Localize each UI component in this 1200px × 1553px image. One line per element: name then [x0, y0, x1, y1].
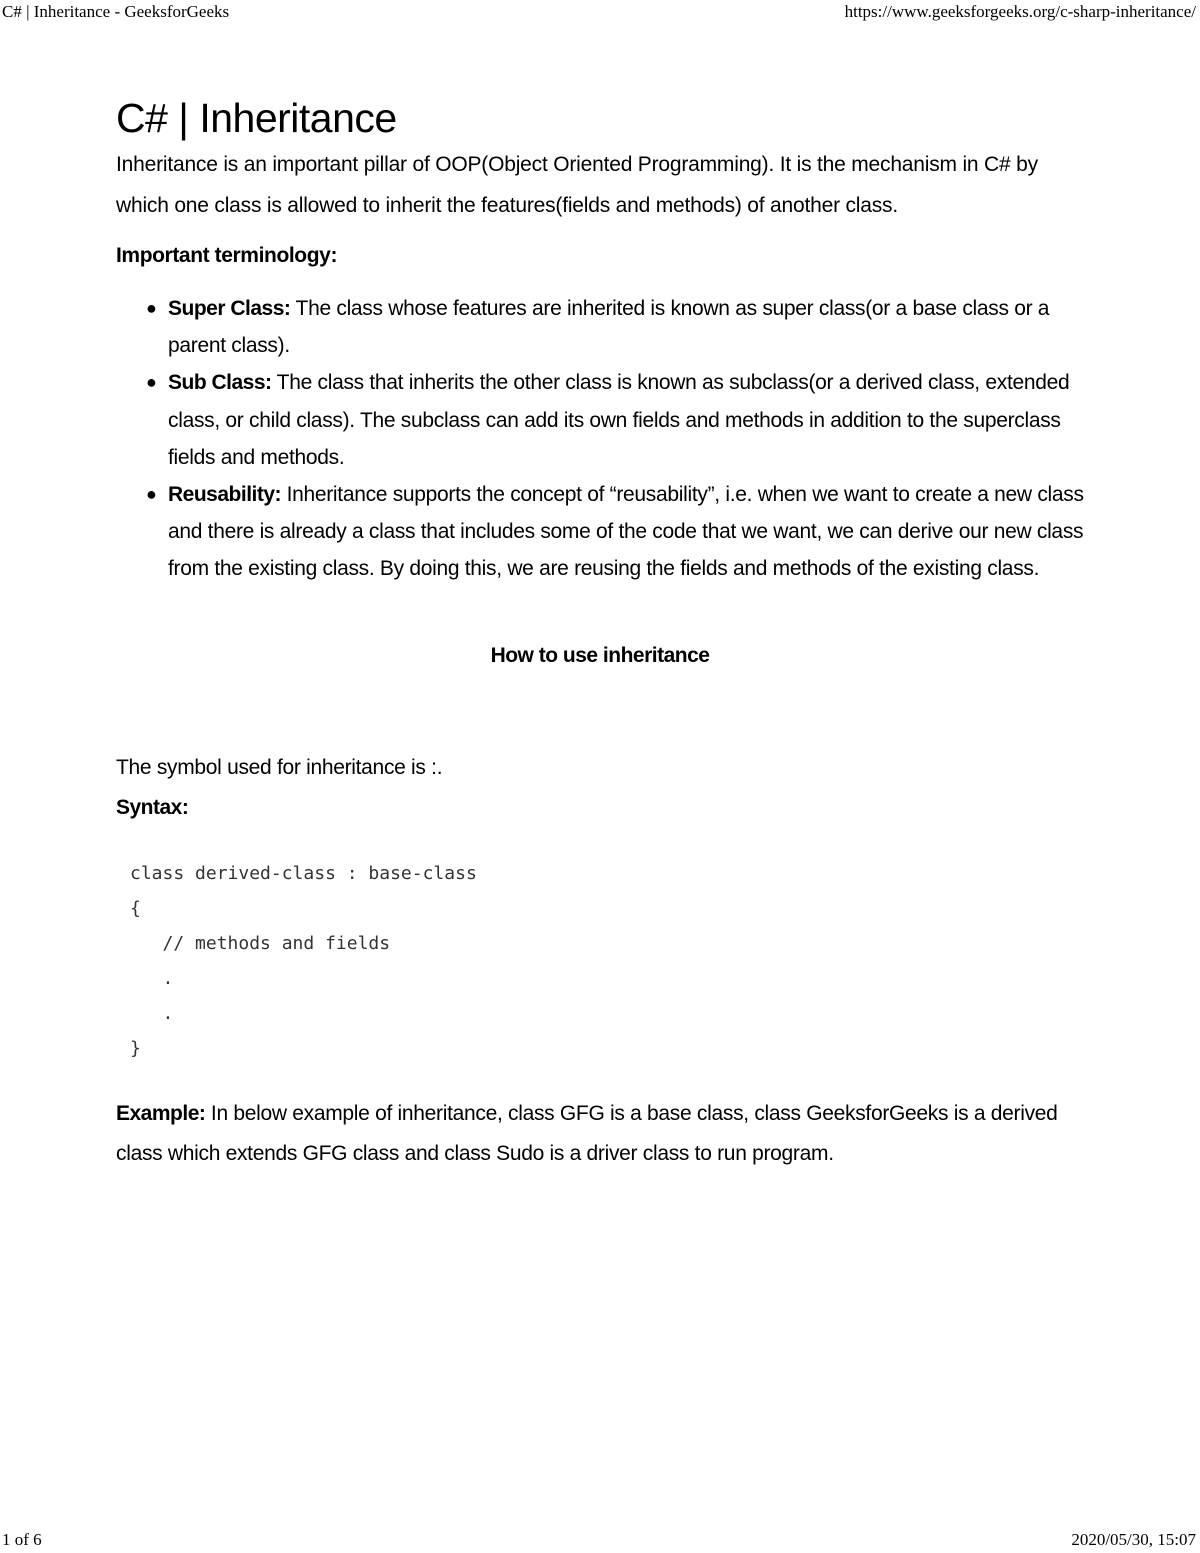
code-line: } — [130, 1037, 141, 1059]
example-text: In below example of inheritance, class GFG is a base class, class GeeksforGeeks is a derived class which extends GFG class and class Sudo is a driver class to run program. — [116, 1101, 1058, 1165]
how-to-heading: How to use inheritance — [490, 643, 710, 667]
syntax-label: Syntax: — [116, 795, 189, 819]
list-item — [146, 476, 1088, 588]
symbol-line: The symbol used for inheritance is :. — [116, 755, 443, 779]
term-text: The class that inherits the other class is known as subclass(or a derived class, extended class, or child class). The subclass can add its own fields and methods in addition to the superclass fields and methods. — [168, 371, 1070, 469]
code-line: // methods and fields — [130, 932, 391, 954]
print-page-title: C# | Inheritance - GeeksforGeeks — [2, 2, 230, 21]
print-url: https://www.geeksforgeeks.org/c-sharp-inheritance/ — [844, 2, 1196, 21]
bullet-icon: ● — [146, 372, 157, 393]
page-count: 1 of 6 — [2, 1530, 42, 1549]
term-text: Inheritance supports the concept of “reusability”, i.e. when we want to create a new class and there is already a class that includes some of the code that we want, we can derive our new class from the existing class. By doing this, we are reusing the fields and methods of the existing class. — [168, 483, 1084, 581]
example-label: Example: — [116, 1101, 206, 1125]
term-text: The class whose features are inherited is known as super class(or a base class or a parent class). — [168, 297, 1050, 358]
code-line: . — [130, 1002, 174, 1024]
print-header — [0, 2, 1200, 24]
example-paragraph — [116, 1094, 1091, 1174]
term-label: Super Class: — [168, 297, 291, 320]
bullet-icon: ● — [146, 298, 157, 318]
list-item — [146, 290, 1088, 364]
bullet-icon: ● — [146, 484, 157, 505]
code-line: . — [130, 967, 174, 989]
terminology-heading: Important terminology: — [116, 244, 338, 267]
list-item — [146, 364, 1088, 476]
code-block — [130, 856, 1084, 1066]
article — [116, 92, 1084, 1174]
code-line: { — [130, 897, 141, 919]
print-footer — [0, 1530, 1200, 1552]
term-label: Reusability: — [168, 483, 282, 507]
terminology-list — [116, 290, 1088, 588]
intro-paragraph: Inheritance is an important pillar of OOP(Object Oriented Programming). It is the mechanism in C# by which one class is allowed to inherit the features(fields and methods) of another class. — [116, 153, 1038, 217]
code-line: class derived-class : base-class — [130, 862, 477, 884]
term-label: Sub Class: — [168, 371, 272, 395]
article-title: C# | Inheritance — [116, 95, 397, 141]
print-datetime: 2020/05/30, 15:07 — [1071, 1530, 1196, 1549]
